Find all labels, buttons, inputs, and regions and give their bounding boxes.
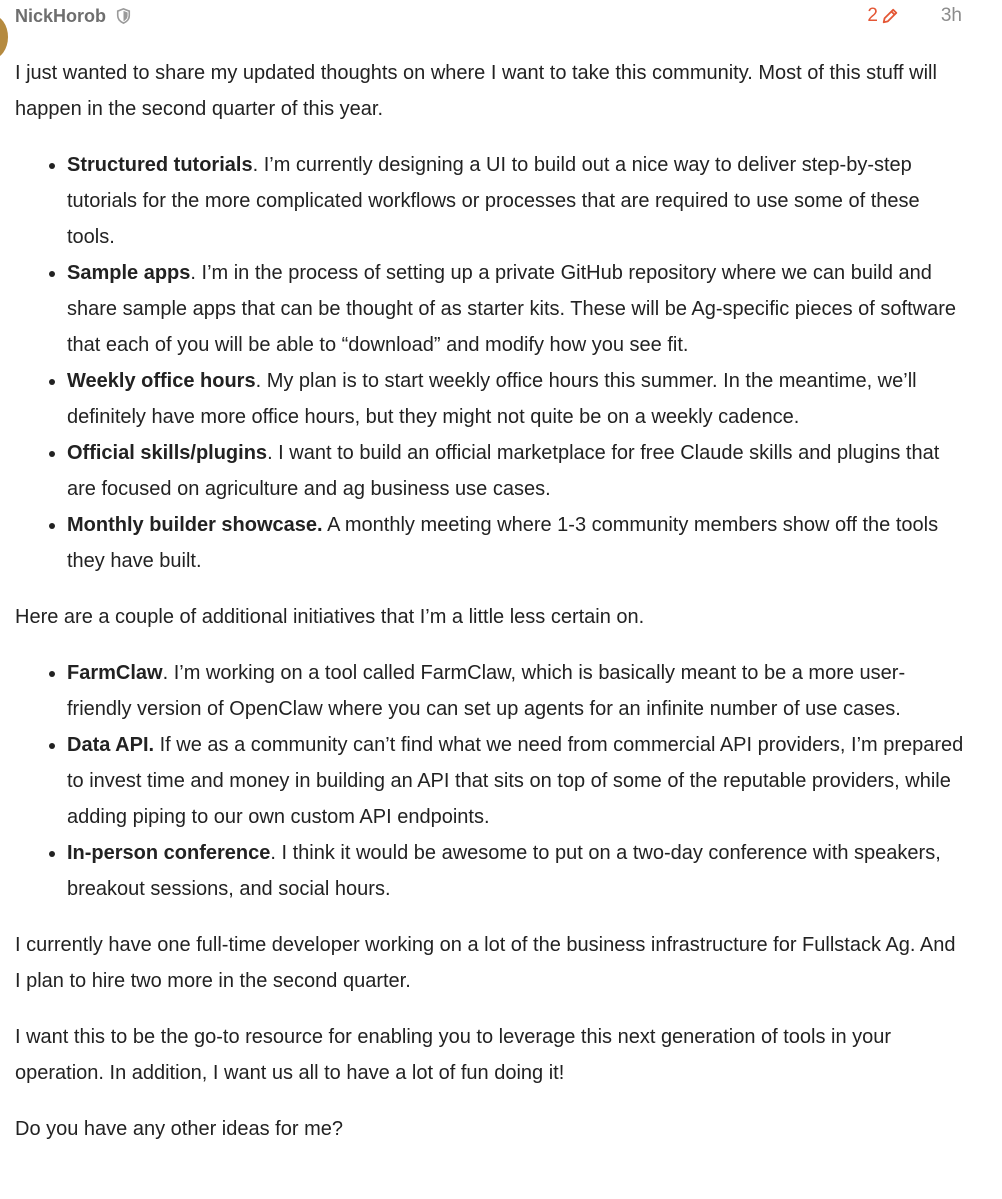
- planned-initiatives-list: [15, 147, 965, 579]
- list-item: [67, 727, 965, 835]
- post-timestamp[interactable]: 3h: [940, 5, 962, 26]
- item-title: Data API.: [67, 734, 155, 756]
- list-item: • FarmClaw. I’m working on a tool called FarmClaw, which is basically meant to be a more user-friendly version of OpenClaw where you can set up agents for an infinite number of use cases.: [67, 655, 965, 727]
- list-item: • Structured tutorials. I’m currently designing a UI to build out a nice way to deliver step-by-step tutorials for the more complicated workflows or processes that are required to use some of these tools.: [67, 147, 965, 255]
- item-title: Monthly builder showcase.: [67, 514, 323, 536]
- edit-history-button[interactable]: [867, 5, 899, 27]
- item-text: I want to build an official marketplace for free Claude skills and plugins that are focused on agriculture and ag business use cases.: [67, 442, 940, 500]
- item-text: A monthly meeting where 1-3 community members show off the tools they have built.: [67, 514, 939, 572]
- post-body: [15, 55, 965, 1167]
- item-text: I’m working on a tool called FarmClaw, which is basically meant to be a more user-friendly version of OpenClaw where you can set up agents for an infinite number of use cases.: [67, 662, 906, 720]
- list-item: • Official skills/plugins. I want to build an official marketplace for free Claude skills and plugins that are focused on agriculture and ag business use cases.: [67, 435, 965, 507]
- item-text: My plan is to start weekly office hours this summer. In the meantime, we’ll definitely have more office hours, but they might not quite be on a weekly cadence.: [67, 370, 917, 428]
- list-item: • Sample apps. I’m in the process of setting up a private GitHub repository where we can build and share sample apps that can be thought of as starter kits. These will be Ag-specific pieces of software that each of you will be able to “download” and modify how you see fit.: [67, 255, 965, 363]
- item-title: Structured tutorials: [67, 154, 253, 176]
- team-paragraph: I currently have one full-time developer working on a lot of the business infrastructure for Fullstack Ag. And I plan to hire two more in the second quarter.: [15, 934, 956, 992]
- goal-paragraph: I want this to be the go-to resource for enabling you to leverage this next generation of tools in your operation. In addition, I want us all to have a lot of fun doing it!: [15, 1026, 892, 1084]
- item-title: In-person conference: [67, 842, 271, 864]
- item-text: I’m currently designing a UI to build out a nice way to deliver step-by-step tutorials for the more complicated workflows or processes that are required to use some of these tools.: [67, 154, 920, 248]
- author-username[interactable]: NickHorob: [15, 6, 107, 26]
- avatar[interactable]: [0, 15, 8, 59]
- item-title: Official skills/plugins: [67, 442, 268, 464]
- item-title: Weekly office hours: [67, 370, 256, 392]
- list-item: [67, 507, 965, 579]
- shield-icon: [116, 8, 131, 24]
- intro-paragraph: I just wanted to share my updated thoughts on where I want to take this community. Most of this stuff will happen in the second quarter of this year.: [15, 62, 937, 120]
- edit-count-value: 2: [867, 5, 878, 26]
- item-text: I think it would be awesome to put on a two-day conference with speakers, breakout sessions, and social hours.: [67, 842, 941, 900]
- list-item: • In-person conference. I think it would be awesome to put on a two-day conference with speakers, breakout sessions, and social hours.: [67, 835, 965, 907]
- uncertain-initiatives-list: [15, 655, 965, 907]
- uncertain-intro-paragraph: Here are a couple of additional initiatives that I’m a little less certain on.: [15, 606, 645, 628]
- item-title: FarmClaw: [67, 662, 163, 684]
- post-header: [15, 0, 962, 34]
- list-item: • Weekly office hours. My plan is to start weekly office hours this summer. In the meantime, we’ll definitely have more office hours, but they might not quite be on a weekly cadence.: [67, 363, 965, 435]
- pencil-icon: [881, 7, 899, 25]
- item-text: I’m in the process of setting up a private GitHub repository where we can build and share sample apps that can be thought of as starter kits. These will be Ag-specific pieces of software that each of you will be able to “download” and modify how you see fit.: [67, 262, 956, 356]
- item-text: If we as a community can’t find what we need from commercial API providers, I’m prepared to invest time and money in building an API that sits on top of some of the reputable providers, while adding piping to our own custom API endpoints.: [67, 734, 964, 828]
- closing-question: Do you have any other ideas for me?: [15, 1118, 343, 1140]
- item-title: Sample apps: [67, 262, 191, 284]
